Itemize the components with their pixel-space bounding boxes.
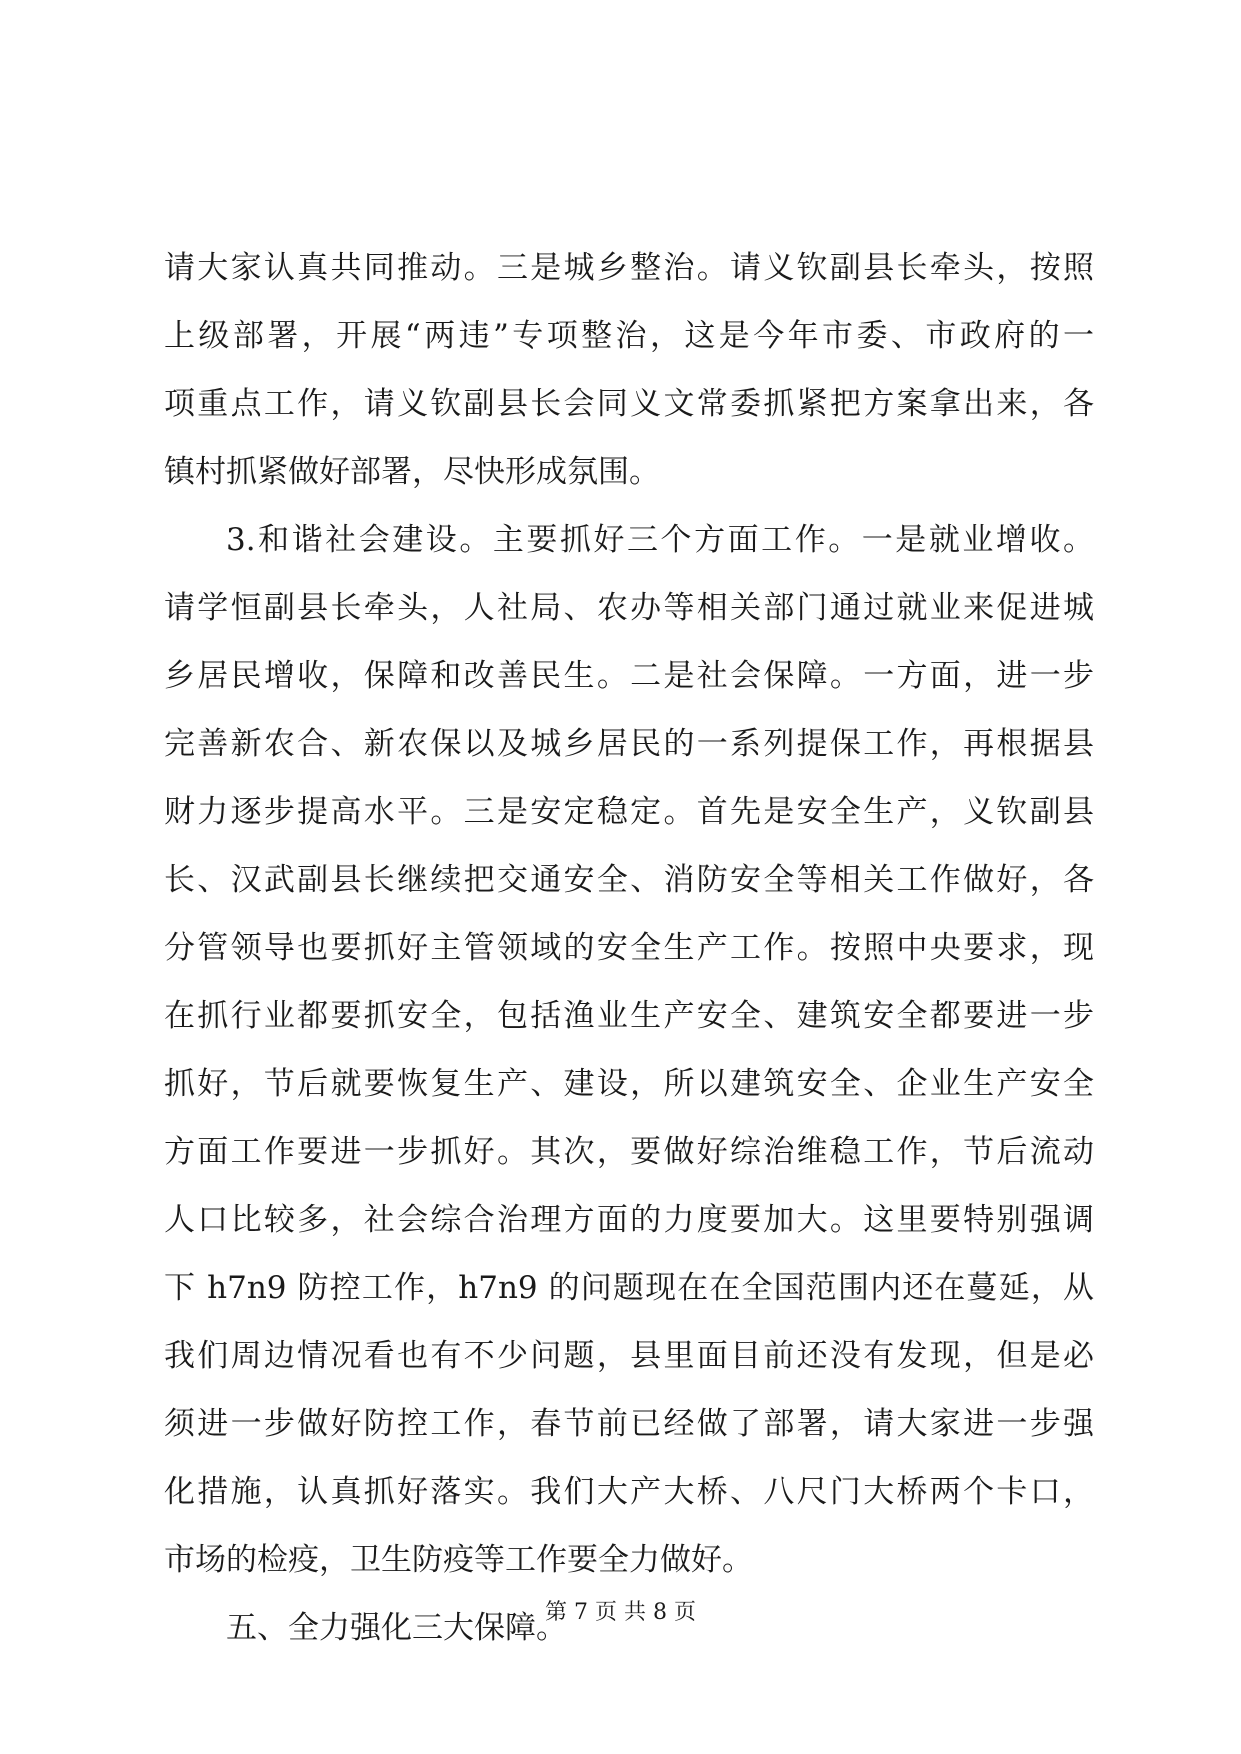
paragraph-start-line: 3.和谐社会建设。主要抓好三个方面工作。一是就业增收。 xyxy=(226,522,1094,558)
page-number-footer: 第 7 页 共 8 页 xyxy=(545,1600,696,1625)
document-body xyxy=(164,234,1094,1662)
text-line: 请学恒副县长牵头，人社局、农办等相关部门通过就业来促进城 xyxy=(164,590,1094,626)
text-line: 请大家认真共同推动。三是城乡整治。请义钦副县长牵头，按照 xyxy=(164,250,1094,286)
text-line: 在抓行业都要抓安全，包括渔业生产安全、建筑安全都要进一步 xyxy=(164,998,1094,1034)
text-line: 项重点工作，请义钦副县长会同义文常委抓紧把方案拿出来，各 xyxy=(164,386,1094,422)
text-line: 下 h7n9 防控工作，h7n9 的问题现在在全国范围内还在蔓延，从 xyxy=(164,1270,1094,1306)
text-line: 市场的检疫，卫生防疫等工作要全力做好。 xyxy=(164,1542,753,1578)
text-line: 人口比较多，社会综合治理方面的力度要加大。这里要特别强调 xyxy=(164,1202,1094,1238)
section-heading: 五、全力强化三大保障。 xyxy=(226,1610,567,1646)
text-line: 上级部署，开展“两违”专项整治，这是今年市委、市政府的一 xyxy=(164,318,1094,354)
text-line: 须进一步做好防控工作，春节前已经做了部署，请大家进一步强 xyxy=(164,1406,1094,1442)
text-line: 分管领导也要抓好主管领域的安全生产工作。按照中央要求，现 xyxy=(164,930,1094,966)
text-line: 完善新农合、新农保以及城乡居民的一系列提保工作，再根据县 xyxy=(164,726,1094,762)
text-line: 长、汉武副县长继续把交通安全、消防安全等相关工作做好，各 xyxy=(164,862,1094,898)
text-line: 抓好，节后就要恢复生产、建设，所以建筑安全、企业生产安全 xyxy=(164,1066,1094,1102)
text-line: 方面工作要进一步抓好。其次，要做好综治维稳工作，节后流动 xyxy=(164,1134,1094,1170)
text-line: 化措施，认真抓好落实。我们大产大桥、八尺门大桥两个卡口， xyxy=(164,1474,1094,1510)
text-line: 我们周边情况看也有不少问题，县里面目前还没有发现，但是必 xyxy=(164,1338,1094,1374)
text-line: 财力逐步提高水平。三是安定稳定。首先是安全生产，义钦副县 xyxy=(164,794,1094,830)
text-line: 镇村抓紧做好部署，尽快形成氛围。 xyxy=(164,454,660,490)
text-line: 乡居民增收，保障和改善民生。二是社会保障。一方面，进一步 xyxy=(164,658,1094,694)
